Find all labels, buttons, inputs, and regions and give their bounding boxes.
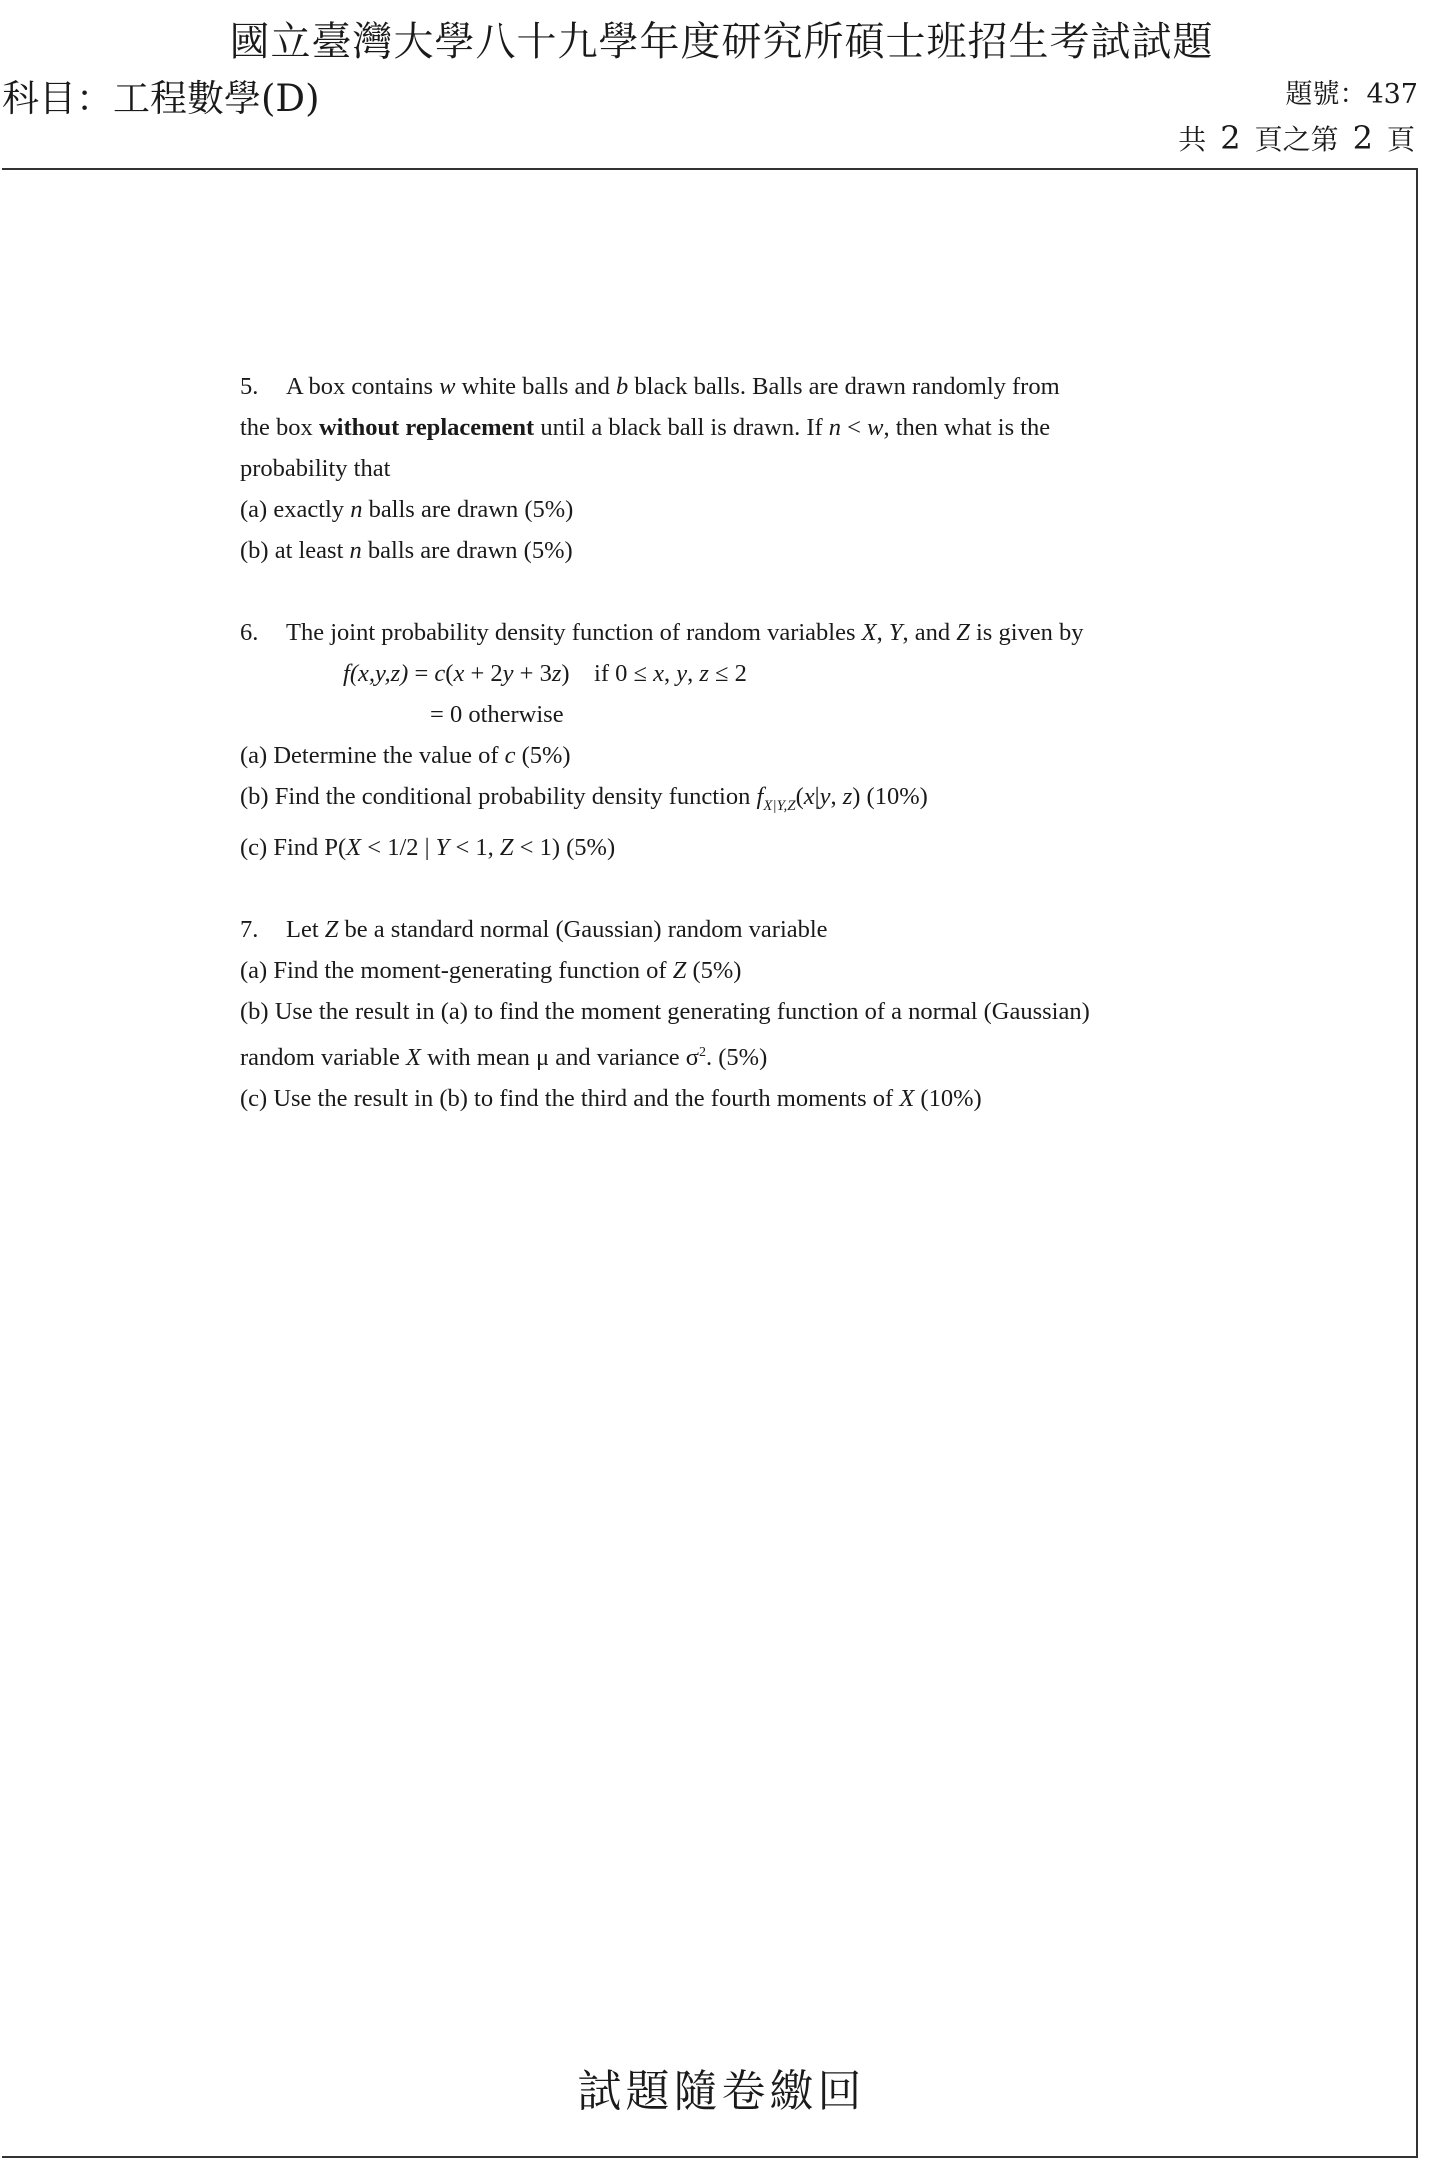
text: ) if 0 ≤ <box>561 660 654 687</box>
q6-part-a <box>240 735 1240 776</box>
q5-line3: probability that <box>240 455 391 482</box>
text: ≤ 2 <box>708 660 747 687</box>
subject-label: 科目：工程數學(D) <box>2 77 320 120</box>
page-pre: 共 <box>1178 123 1207 156</box>
var: Z <box>499 833 514 861</box>
exam-title: 國立臺灣大學八十九學年度研究所碩士班招生考試試題 <box>229 19 1214 65</box>
text: Let <box>286 915 325 943</box>
var: f <box>756 783 764 810</box>
subscript: X|Y,Z <box>763 797 796 814</box>
var: z <box>551 660 562 687</box>
var: (x,y,z) <box>349 660 409 687</box>
text: A box contains <box>286 373 440 400</box>
text: , <box>663 660 677 687</box>
text: be a standard normal (Gaussian) random variable <box>338 915 828 943</box>
text: balls are drawn (5%) <box>362 496 574 523</box>
q5-line2 <box>240 407 1240 448</box>
var: X <box>346 833 362 861</box>
q6-formula <box>240 653 1240 694</box>
text: ) (10%) <box>852 783 928 810</box>
return-notice: 試題隨卷繳回 <box>577 2066 866 2117</box>
text: (a) Find the moment-generating function of <box>240 956 673 984</box>
var: X <box>861 619 877 646</box>
var: c <box>504 742 516 769</box>
q6-number: 6. <box>240 619 259 646</box>
question-7 <box>240 909 1240 1119</box>
var: X <box>899 1085 915 1113</box>
question-5 <box>240 366 1240 571</box>
text: , and <box>902 619 957 646</box>
questions <box>240 366 1240 1119</box>
q7-part-c <box>240 1078 1240 1119</box>
text: (c) Find P( <box>240 833 347 861</box>
q6-line1 <box>240 612 1240 653</box>
text: (a) Determine the value of <box>240 742 505 769</box>
text: ( <box>445 660 454 687</box>
superscript: 2 <box>699 1044 707 1060</box>
var: y <box>819 783 831 810</box>
var: Z <box>956 619 970 646</box>
text: until a black ball is drawn. If <box>534 414 829 441</box>
var: f <box>343 660 350 687</box>
var: Y <box>888 619 903 646</box>
question-6 <box>240 612 1240 868</box>
var: x <box>653 660 664 687</box>
exam-number: 題號：437 <box>1285 79 1418 110</box>
text: the box <box>240 414 319 441</box>
page-current: 2 <box>1352 119 1373 157</box>
text: + 2 <box>464 660 503 687</box>
var: X <box>406 1044 421 1072</box>
var: x <box>453 660 465 687</box>
text: (5%) <box>515 742 571 769</box>
q7-part-a <box>240 950 1240 991</box>
page-post: 頁 <box>1386 123 1415 156</box>
text: with mean μ and variance σ <box>420 1044 700 1072</box>
q6-otherwise: = 0 otherwise <box>430 701 564 728</box>
text: balls are drawn (5%) <box>361 537 573 564</box>
q7-line1 <box>240 909 1240 950</box>
text: < 1, <box>449 833 500 861</box>
var: Y <box>435 833 450 861</box>
text: random variable <box>240 1044 406 1072</box>
q5-part-a <box>240 489 1240 530</box>
text: (b) at least <box>240 537 350 564</box>
text: ( <box>795 783 804 810</box>
var: Z <box>324 915 339 943</box>
text: (a) exactly <box>240 496 351 523</box>
page-indicator <box>1178 118 1415 158</box>
q5-number: 5. <box>240 373 259 400</box>
text: (5%) <box>686 956 742 984</box>
var: n <box>349 537 362 564</box>
text: (c) Use the result in (b) to find the third and the fourth moments of <box>240 1085 900 1113</box>
var: n <box>828 414 842 441</box>
text: (b) Find the conditional probability density function <box>240 783 757 810</box>
text: . (5%) <box>706 1044 768 1072</box>
var: b <box>616 373 629 400</box>
text: The joint probability density function of random variables <box>286 619 862 646</box>
text: white balls and <box>455 373 617 400</box>
var: y <box>676 660 688 687</box>
text: , <box>876 619 889 646</box>
text: is given by <box>969 619 1084 646</box>
var: n <box>350 496 363 523</box>
text: , <box>830 783 843 810</box>
page-total: 2 <box>1220 119 1241 157</box>
text: black balls. Balls are drawn randomly from <box>628 373 1060 400</box>
var: c <box>434 660 446 687</box>
text: (10%) <box>914 1085 982 1113</box>
text: = <box>408 660 435 687</box>
emphasis: without replacement <box>318 414 535 441</box>
q7-part-b-cont <box>240 1032 1240 1078</box>
text: + 3 <box>513 660 552 687</box>
text: < 1) (5%) <box>513 833 616 861</box>
var: z <box>699 660 709 687</box>
text: , <box>687 660 700 687</box>
q5-line1 <box>240 366 1240 407</box>
q7-number: 7. <box>240 915 259 943</box>
text: , then what is the <box>883 414 1051 441</box>
var: w <box>867 414 884 441</box>
q5-part-b <box>240 530 1240 571</box>
q7-part-b: (b) Use the result in (a) to find the moment generating function of a normal (Gaussian) <box>240 997 1090 1025</box>
text: < 1/2 | <box>361 833 436 861</box>
var: w <box>439 373 456 400</box>
var: z <box>842 783 853 810</box>
q6-part-b <box>240 776 1240 827</box>
var: y <box>502 660 514 687</box>
var: Z <box>672 956 687 984</box>
q6-part-c <box>240 827 1240 868</box>
var: x <box>803 783 815 810</box>
page-mid: 頁之第 <box>1254 123 1339 156</box>
text: | <box>814 783 820 810</box>
text: < <box>841 414 868 441</box>
